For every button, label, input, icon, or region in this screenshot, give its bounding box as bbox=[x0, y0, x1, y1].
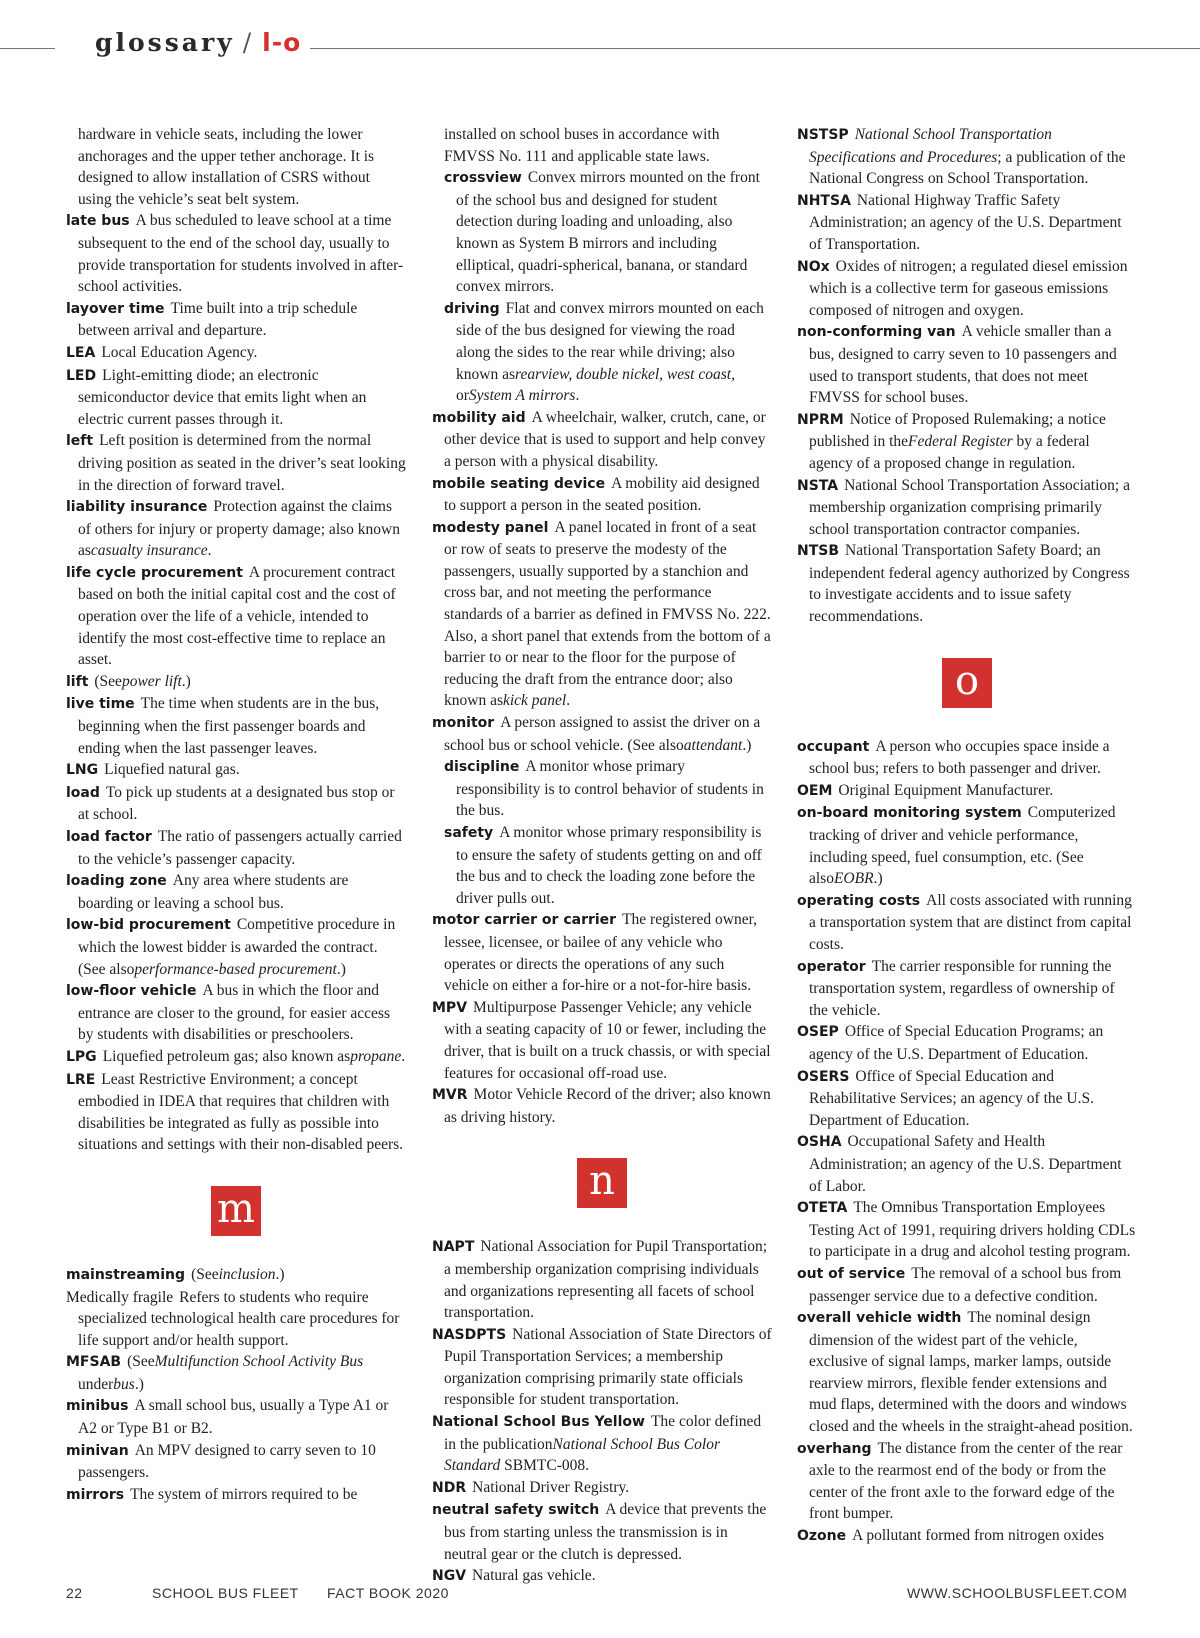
letter-o-badge: o bbox=[942, 658, 992, 708]
glossary-term: OSEP bbox=[797, 1024, 839, 1041]
glossary-definition: All costs associated with running a transportation system that are distinct from capital costs. bbox=[809, 891, 1132, 953]
glossary-emphasis: kick panel bbox=[502, 692, 567, 710]
glossary-term: overall vehicle width bbox=[797, 1310, 962, 1327]
glossary-definition: Multipurpose Passenger Vehicle; any vehicle with a seating capacity of 10 or fewer, including the driver, that is built on a truck chassis, or with special features for occasional off-road use. bbox=[444, 998, 771, 1082]
glossary-term: LED bbox=[66, 367, 97, 384]
footer-publication: SCHOOL BUS FLEET bbox=[152, 1585, 299, 1601]
glossary-term: MVR bbox=[432, 1087, 468, 1104]
glossary-term: MFSAB bbox=[66, 1354, 122, 1371]
glossary-term: NAPT bbox=[432, 1239, 475, 1256]
header-rule-right bbox=[310, 48, 1200, 49]
glossary-definition: A person assigned to assist the driver on a school bus or school vehicle. (See also bbox=[444, 714, 761, 754]
glossary-entry bbox=[797, 256, 1137, 322]
glossary-definition: .) bbox=[873, 870, 883, 888]
glossary-definition: .) bbox=[742, 736, 752, 754]
glossary-entry bbox=[66, 980, 406, 1046]
glossary-definition: .) bbox=[181, 672, 191, 690]
glossary-entry bbox=[432, 1411, 772, 1477]
header-section: glossary bbox=[95, 28, 235, 57]
glossary-definition: Office of Special Education and Rehabilitative Services; an agency of the U.S. Department of Education. bbox=[809, 1067, 1094, 1129]
glossary-emphasis: inclusion bbox=[218, 1265, 276, 1283]
glossary-entry bbox=[797, 1525, 1137, 1548]
glossary-entry bbox=[432, 997, 772, 1084]
glossary-definition: The time when students are in the bus, beginning when the first passenger boards and ending when the last passenger leaves. bbox=[78, 695, 380, 757]
glossary-term: on-board monitoring system bbox=[797, 805, 1022, 822]
glossary-entry bbox=[432, 1236, 772, 1323]
glossary-emphasis: National School Bus Color Standard bbox=[444, 1435, 720, 1475]
glossary-term: Medically fragile bbox=[66, 1288, 174, 1306]
glossary-definition: Notice of Proposed Rulemaking; a notice published in the bbox=[809, 410, 1106, 451]
glossary-entry bbox=[797, 190, 1137, 256]
glossary-entry bbox=[797, 780, 1137, 803]
glossary-entry bbox=[66, 1484, 406, 1507]
glossary-entry bbox=[66, 826, 406, 870]
glossary-definition: . bbox=[566, 692, 571, 710]
glossary-term: late bus bbox=[66, 213, 130, 230]
glossary-definition: (See bbox=[191, 1265, 219, 1283]
glossary-entry bbox=[66, 496, 406, 562]
glossary-term: OEM bbox=[797, 782, 833, 799]
glossary-definition: installed on school buses in accordance with FMVSS No. 111 and applicable state laws. bbox=[444, 126, 720, 165]
letter-m-badge: m bbox=[211, 1186, 261, 1236]
glossary-definition: National Association for Pupil Transportation; a membership organization comprising individuals and organizations representing all facets of school transportation. bbox=[444, 1238, 768, 1322]
glossary-entry bbox=[66, 671, 406, 694]
glossary-entry bbox=[66, 759, 406, 782]
glossary-definition: Computerized tracking of driver and vehicle performance, including speed, fuel consumption, etc. (See also bbox=[809, 804, 1116, 888]
glossary-term: LRE bbox=[66, 1071, 96, 1088]
glossary-term: OTETA bbox=[797, 1200, 848, 1217]
glossary-term: low-floor vehicle bbox=[66, 983, 197, 1000]
glossary-definition: Office of Special Education Programs; an agency of the U.S. Department of Education. bbox=[809, 1023, 1104, 1063]
glossary-term: NSTA bbox=[797, 477, 839, 494]
glossary-entry bbox=[797, 124, 1137, 190]
column-1 bbox=[66, 124, 406, 1506]
glossary-entry bbox=[66, 1395, 406, 1439]
glossary-definition: To pick up students at a designated bus stop or at school. bbox=[78, 783, 395, 824]
glossary-term: safety bbox=[444, 825, 494, 841]
glossary-term: liability insurance bbox=[66, 499, 208, 516]
glossary-entry bbox=[66, 782, 406, 826]
glossary-definition: A wheelchair, walker, crutch, cane, or other device that is used to support and help convey a person with a physical disability. bbox=[444, 408, 766, 470]
glossary-definition: The registered owner, lessee, licensee, or bailee of any vehicle who operates or directs the operations of any such vehicle on either a for-hire or a not-for-hire basis. bbox=[444, 911, 758, 995]
glossary-definition: Time built into a trip schedule between arrival and departure. bbox=[78, 299, 358, 340]
glossary-entry bbox=[66, 298, 406, 342]
glossary-term: monitor bbox=[432, 715, 495, 732]
glossary-entry bbox=[432, 517, 772, 712]
glossary-entry bbox=[797, 956, 1137, 1022]
glossary-entry bbox=[66, 1069, 406, 1156]
glossary-entry bbox=[66, 562, 406, 671]
footer-book: FACT BOOK 2020 bbox=[327, 1585, 449, 1601]
glossary-definition: Motor Vehicle Record of the driver; also known as driving history. bbox=[444, 1086, 771, 1126]
glossary-term: driving bbox=[444, 300, 500, 317]
glossary-definition: Original Equipment Manufacturer. bbox=[838, 781, 1054, 799]
glossary-definition: SBMTC-008. bbox=[500, 1457, 589, 1475]
glossary-entry bbox=[797, 475, 1137, 541]
glossary-term: National School Bus Yellow bbox=[432, 1414, 645, 1431]
glossary-term: occupant bbox=[797, 738, 870, 755]
glossary-term: load factor bbox=[66, 829, 152, 845]
glossary-entry bbox=[432, 473, 772, 517]
glossary-entry bbox=[797, 321, 1137, 408]
glossary-definition: The ratio of passengers actually carried to the vehicle’s passenger capacity. bbox=[78, 828, 402, 868]
glossary-definition: A vehicle smaller than a bus, designed to carry seven to 10 passengers and used to transport students, that does not meet FMVSS for school buses. bbox=[809, 323, 1117, 407]
glossary-entry bbox=[66, 342, 406, 365]
glossary-term: MPV bbox=[432, 999, 468, 1016]
glossary-definition: National Association of State Directors of Pupil Transportation Services; a membership organization comprising primarily state officials responsible for student transportation. bbox=[444, 1325, 772, 1409]
glossary-term: minibus bbox=[66, 1398, 129, 1415]
glossary-entry bbox=[432, 756, 772, 822]
glossary-entry bbox=[432, 1084, 772, 1128]
glossary-definition: Liquefied natural gas. bbox=[104, 761, 240, 779]
glossary-entry bbox=[797, 1197, 1137, 1263]
glossary-definition: Oxides of nitrogen; a regulated diesel emission which is a collective term for gaseous emissions composed of nitrogen and oxygen. bbox=[809, 257, 1128, 319]
glossary-definition: The color defined in the publication bbox=[444, 1413, 762, 1453]
glossary-entry bbox=[66, 1287, 406, 1352]
glossary-entry bbox=[432, 124, 772, 167]
glossary-term: NHTSA bbox=[797, 192, 851, 209]
footer-page-number: 22 bbox=[66, 1585, 83, 1601]
glossary-definition: Liquefied petroleum gas; also known as bbox=[102, 1047, 351, 1065]
glossary-entry bbox=[66, 870, 406, 914]
glossary-term: operating costs bbox=[797, 892, 921, 909]
glossary-definition: or bbox=[456, 387, 469, 405]
glossary-definition: Least Restrictive Environment; a concept embodied in IDEA that requires that children with disabilities be integrated as fully as possible into situations and settings with their non-disabled peers. bbox=[78, 1070, 404, 1154]
glossary-entry bbox=[797, 409, 1137, 475]
header-rule-left bbox=[0, 48, 55, 49]
glossary-definition: A person who occupies space inside a school bus; refers to both passenger and driver. bbox=[809, 737, 1110, 778]
glossary-definition: A monitor whose primary responsibility is to ensure the safety of students getting on and off the bus and to check the loading zone before the driver pulls out. bbox=[456, 824, 762, 907]
glossary-entry bbox=[797, 1438, 1137, 1525]
glossary-entry bbox=[66, 914, 406, 980]
glossary-term: mainstreaming bbox=[66, 1266, 186, 1283]
glossary-emphasis: rearview, double nickel, west coast, bbox=[514, 365, 735, 383]
glossary-definition: . bbox=[401, 1047, 406, 1065]
glossary-definition: Occupational Safety and Health Administration; an agency of the U.S. Department of Labor. bbox=[809, 1133, 1122, 1195]
glossary-term: lift bbox=[66, 673, 89, 690]
glossary-emphasis: bus bbox=[113, 1375, 135, 1393]
glossary-emphasis: Federal Register bbox=[908, 433, 1013, 451]
glossary-emphasis: propane bbox=[350, 1047, 402, 1065]
glossary-entry bbox=[432, 298, 772, 407]
glossary-term: OSHA bbox=[797, 1134, 842, 1151]
glossary-term: Ozone bbox=[797, 1528, 847, 1545]
glossary-definition: .) bbox=[275, 1265, 285, 1283]
glossary-entry bbox=[797, 890, 1137, 956]
glossary-term: NASDPTS bbox=[432, 1326, 507, 1343]
glossary-definition: Natural gas vehicle. bbox=[472, 1567, 596, 1585]
glossary-entry bbox=[432, 1499, 772, 1565]
glossary-definition: A pollutant formed from nitrogen oxides bbox=[852, 1527, 1104, 1545]
glossary-definition: . bbox=[575, 387, 580, 405]
glossary-definition: A device that prevents the bus from starting unless the transmission is in neutral gear or the clutch is depressed. bbox=[444, 1501, 767, 1563]
glossary-definition: Light-emitting diode; an electronic semiconductor device that emits light when an electric current passes through it. bbox=[78, 366, 367, 428]
glossary-emphasis: performance-based procurement bbox=[134, 960, 337, 978]
glossary-entry bbox=[66, 210, 406, 297]
glossary-term: NPRM bbox=[797, 411, 844, 428]
glossary-continuation: hardware in vehicle seats, including the lower anchorages and the upper tether anchorage. It is designed to allow installation of CSRS without using the vehicle’s seat belt system. bbox=[78, 126, 375, 208]
glossary-definition: Competitive procedure in which the lowest bidder is awarded the contract. (See also bbox=[78, 916, 396, 978]
glossary-emphasis: power lift bbox=[121, 672, 182, 690]
glossary-definition: Flat and convex mirrors mounted on each side of the bus designed for viewing the road along the sides to the rear while driving; also known as bbox=[456, 299, 764, 383]
glossary-term: NDR bbox=[432, 1479, 467, 1496]
glossary-emphasis: Multifunction School Activity Bus bbox=[154, 1353, 364, 1371]
glossary-definition: The system of mirrors required to be bbox=[130, 1485, 358, 1503]
glossary-definition: A mobility aid designed to support a person in the seated position. bbox=[444, 474, 760, 515]
glossary-definition: The removal of a school bus from passenger service due to a defective condition. bbox=[809, 1264, 1122, 1305]
glossary-definition: Refers to students who require specialized technological health care procedures for life support and/or health support. bbox=[78, 1288, 400, 1349]
glossary-entry bbox=[797, 736, 1137, 780]
glossary-entry bbox=[797, 1021, 1137, 1065]
glossary-definition: .) bbox=[134, 1375, 144, 1393]
glossary-entry bbox=[797, 1131, 1137, 1197]
glossary-emphasis: casualty insurance bbox=[90, 542, 208, 560]
glossary-term: motor carrier or carrier bbox=[432, 912, 617, 929]
glossary-definition: National School Transportation Association; a membership organization comprising primarily school transportation contractor companies. bbox=[809, 476, 1130, 538]
glossary-definition: under bbox=[78, 1375, 114, 1393]
glossary-term: loading zone bbox=[66, 873, 167, 890]
glossary-term: mobile seating device bbox=[432, 475, 606, 492]
glossary-entry bbox=[66, 1351, 406, 1395]
glossary-definition: The carrier responsible for running the transportation system, regardless of ownership of the vehicle. bbox=[809, 957, 1115, 1019]
glossary-definition: .) bbox=[336, 960, 346, 978]
page-header bbox=[95, 28, 301, 57]
glossary-term: LPG bbox=[66, 1048, 97, 1065]
glossary-term: layover time bbox=[66, 300, 165, 317]
glossary-definition: A panel located in front of a seat or row of seats to preserve the modesty of the passengers, usually supported by a stanchion and cross bar, and not meeting the performance standards of a barrier as defined in FMVSS No. 222. Also, a short panel that extends from the bottom of a barrier to or near to the floor for the purpose of reducing the draft from the entrance door; also known as bbox=[444, 518, 771, 710]
glossary-entry bbox=[66, 1440, 406, 1484]
glossary-entry bbox=[797, 540, 1137, 627]
glossary-entry bbox=[797, 1263, 1137, 1307]
glossary-entry bbox=[432, 1565, 772, 1588]
glossary-definition: by a federal agency of a proposed change in regulation. bbox=[809, 433, 1090, 472]
glossary-entry bbox=[432, 167, 772, 298]
glossary-term: mirrors bbox=[66, 1486, 125, 1503]
glossary-term: non-conforming van bbox=[797, 324, 956, 341]
glossary-emphasis: National School Transportation Specifications and Procedures bbox=[809, 126, 1052, 166]
glossary-term: life cycle procurement bbox=[66, 564, 243, 581]
glossary-definition: A procurement contract based on both the initial capital cost and the cost of operation over the life of a vehicle, intended to identify the most cost-effective time to replace an asset. bbox=[78, 563, 396, 669]
glossary-definition: ; a publication of the National Congress on School Transportation. bbox=[809, 148, 1126, 188]
header-range: l-o bbox=[262, 28, 302, 57]
glossary-term: operator bbox=[797, 958, 866, 975]
glossary-definition: Local Education Agency. bbox=[101, 343, 258, 361]
glossary-entry bbox=[66, 1264, 406, 1287]
glossary-entry bbox=[432, 1324, 772, 1411]
glossary-entry bbox=[66, 430, 406, 496]
glossary-term: low-bid procurement bbox=[66, 917, 231, 934]
glossary-entry bbox=[797, 1066, 1137, 1132]
glossary-term: LNG bbox=[66, 762, 99, 779]
glossary-entry bbox=[66, 1046, 406, 1069]
glossary-term: left bbox=[66, 433, 94, 450]
glossary-term: crossview bbox=[444, 170, 522, 187]
glossary-term: neutral safety switch bbox=[432, 1502, 600, 1519]
glossary-entry bbox=[432, 407, 772, 473]
glossary-definition: A bus in which the floor and entrance are closer to the ground, for easier access by students with disabilities or preschoolers. bbox=[78, 982, 390, 1044]
footer-url: WWW.SCHOOLBUSFLEET.COM bbox=[907, 1585, 1128, 1601]
glossary-term: modesty panel bbox=[432, 519, 549, 536]
glossary-entry bbox=[797, 1307, 1137, 1438]
glossary-term: NSTSP bbox=[797, 127, 849, 143]
glossary-definition: . bbox=[207, 542, 212, 560]
glossary-term: mobility aid bbox=[432, 409, 526, 426]
glossary-definition: National Driver Registry. bbox=[472, 1478, 630, 1496]
header-slash: / bbox=[242, 28, 255, 57]
glossary-definition: Left position is determined from the normal driving position as seated in the driver’s seat looking in the direction of forward travel. bbox=[78, 432, 406, 494]
glossary-entry bbox=[432, 909, 772, 996]
glossary-definition: A bus scheduled to leave school at a time subsequent to the end of the school day, usually to provide transportation for students involved in after-school activities. bbox=[78, 212, 404, 296]
glossary-entry bbox=[432, 822, 772, 909]
glossary-definition: The Omnibus Transportation Employees Testing Act of 1991, requiring drivers holding CDLs to participate in a drug and alcohol testing program. bbox=[809, 1199, 1136, 1261]
glossary-term: minivan bbox=[66, 1442, 129, 1459]
glossary-term: NOx bbox=[797, 258, 830, 275]
glossary-term: out of service bbox=[797, 1265, 906, 1282]
glossary-definition: A monitor whose primary responsibility is to control behavior of students in the bus. bbox=[456, 758, 764, 820]
glossary-term: OSERS bbox=[797, 1068, 850, 1085]
glossary-term: NTSB bbox=[797, 543, 840, 560]
glossary-definition: The distance from the center of the rear axle to the rearmost end of the body or from the center of the front axle to the forward edge of the front bumper. bbox=[809, 1439, 1123, 1523]
glossary-term: LEA bbox=[66, 344, 96, 361]
glossary-term: overhang bbox=[797, 1440, 872, 1457]
letter-n-badge: n bbox=[577, 1158, 627, 1208]
glossary-emphasis: System A mirrors bbox=[468, 387, 576, 405]
glossary-definition: Any area where students are boarding or leaving a school bus. bbox=[78, 872, 349, 912]
glossary-entry bbox=[432, 712, 772, 756]
glossary-term: live time bbox=[66, 696, 135, 713]
glossary-definition: An MPV designed to carry seven to 10 passengers. bbox=[78, 1441, 376, 1482]
glossary-entry bbox=[66, 693, 406, 759]
column-3 bbox=[797, 124, 1137, 1548]
glossary-term: load bbox=[66, 784, 100, 801]
glossary-emphasis: EOBR bbox=[833, 870, 874, 888]
glossary-entry bbox=[797, 802, 1137, 889]
glossary-entry bbox=[66, 365, 406, 431]
glossary-definition: National Highway Traffic Safety Administration; an agency of the U.S. Department of Transportation. bbox=[809, 191, 1122, 253]
glossary-term: discipline bbox=[444, 759, 520, 776]
column-2 bbox=[432, 124, 772, 1588]
glossary-definition: Protection against the claims of others for injury or property damage; also known as bbox=[78, 498, 400, 560]
glossary-definition: Convex mirrors mounted on the front of the school bus and designed for student detection during loading and unloading, also known as System B mirrors and including elliptical, quadri-spherical, banana, or standard convex mirrors. bbox=[456, 169, 760, 296]
glossary-definition: (See bbox=[94, 672, 122, 690]
glossary-definition: National Transportation Safety Board; an independent federal agency authorized by Congress to investigate accidents and to issue safety recommendations. bbox=[809, 542, 1130, 626]
glossary-entry bbox=[432, 1477, 772, 1500]
glossary-emphasis: attendant bbox=[683, 736, 743, 754]
glossary-definition: The nominal design dimension of the widest part of the vehicle, exclusive of signal lamps, marker lamps, outside rearview mirrors, flexible fender extensions and mud flaps, determined with the doors and windows closed and the wheels in the straight-ahead position. bbox=[809, 1309, 1133, 1436]
glossary-definition: (See bbox=[127, 1353, 155, 1371]
glossary-term: NGV bbox=[432, 1568, 467, 1585]
glossary-definition: A small school bus, usually a Type A1 or A2 or Type B1 or B2. bbox=[78, 1397, 389, 1438]
